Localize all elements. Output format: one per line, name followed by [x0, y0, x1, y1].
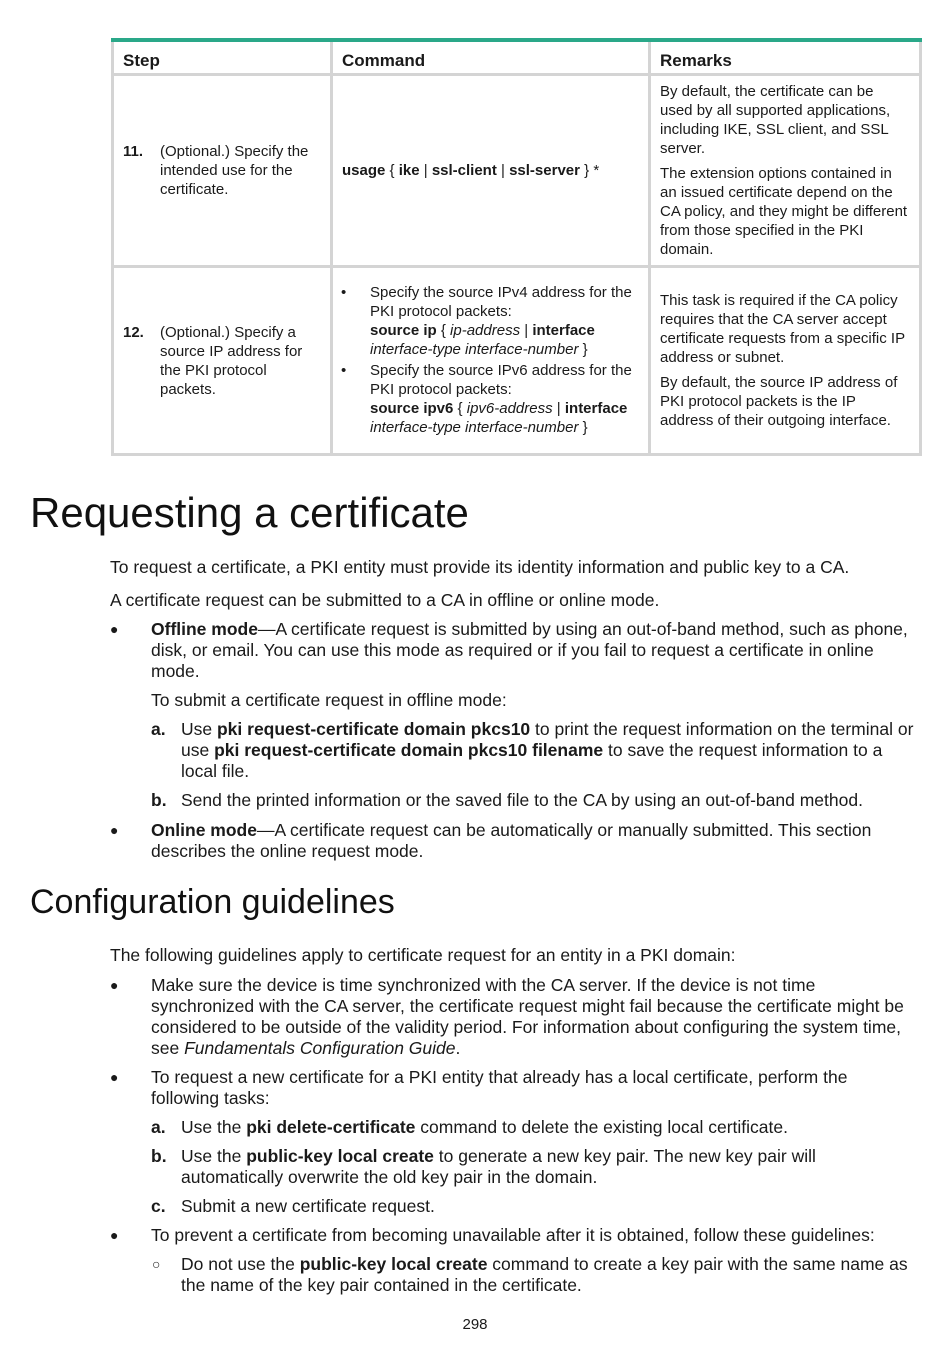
cmd-argument: ip-address	[450, 321, 521, 339]
term-description: —A certificate request is submitted by using an out-of-band method, such as phone, disk, or email. You can use this mode as required or if you fail to request a certificate in online mode.	[151, 619, 908, 681]
text: Do not use the	[181, 1254, 300, 1274]
paragraph-text: The following guidelines apply to certificate request for an entity in a PKI domain:	[110, 945, 736, 965]
section-heading: Requesting a certificate	[30, 489, 469, 536]
command-cell	[332, 75, 650, 267]
term-description: —A certificate request can be automatically or manually submitted. This section describes the online request mode.	[151, 820, 872, 861]
text: Send the printed information or the saved file to the CA by using an out-of-band method.	[181, 790, 863, 810]
text: .	[455, 1038, 461, 1058]
cmd-punct: }	[578, 340, 588, 358]
cmd-punct: {	[385, 162, 399, 179]
remarks-cell	[650, 267, 921, 455]
text: Make sure the device is time synchronized with the CA server. If the device is not time synchronized with the CA server, the certificate request might fail because the certificate might be considered to be outside of the validity period. For information about configuring the system time, see	[151, 975, 904, 1058]
bullet-icon: ●	[110, 822, 119, 838]
text: Use the	[181, 1117, 247, 1137]
list-item	[333, 361, 639, 437]
document-reference: Fundamentals Configuration Guide	[184, 1038, 456, 1058]
list-item	[151, 790, 921, 811]
step-description: (Optional.) Specify a source IP address for the PKI protocol packets.	[160, 323, 303, 398]
step-number: 12.	[123, 323, 144, 341]
list-item	[151, 719, 921, 782]
subsection-heading: Configuration guidelines	[30, 883, 395, 921]
cmd-punct: |	[496, 162, 510, 179]
step-number: 11.	[123, 143, 144, 160]
remark-text: By default, the certificate can be used by all supported applications, including IKE, SSL client, and SSL server.	[660, 83, 891, 157]
paragraph	[151, 690, 921, 711]
text: command to delete the existing local certificate.	[415, 1117, 788, 1137]
remarks-cell	[650, 75, 921, 267]
remark-text: This task is required if the CA policy requires that the CA server accept certificate requests from a specific IP address or subnet.	[660, 292, 905, 366]
cmd-keyword: source ipv6	[370, 399, 454, 417]
cmd-keyword: interface	[564, 399, 628, 417]
bullet-icon: ●	[110, 1227, 119, 1243]
cmd-keyword: source ip	[370, 321, 437, 339]
remark-text: By default, the source IP address of PKI protocol packets is the IP address of their outgoing interface.	[660, 374, 898, 429]
table-row	[113, 75, 921, 267]
circle-bullet-icon: ○	[152, 1256, 161, 1272]
header-command: Command	[332, 40, 650, 75]
cmd-keyword: ssl-server	[509, 162, 580, 179]
list-item	[333, 283, 639, 359]
text: to generate a new key pair. The new key pair will automatically overwrite the old key pair in the domain.	[181, 1146, 816, 1187]
list-item	[110, 1225, 920, 1246]
step-label: a.	[151, 719, 166, 739]
header-step: Step	[113, 40, 332, 75]
cmd-description: Specify the source IPv4 address for the PKI protocol packets:	[370, 283, 632, 320]
cmd-keyword: ssl-client	[431, 162, 497, 179]
list-item	[151, 1146, 921, 1188]
list-item	[110, 820, 920, 862]
page-number: 298	[462, 1316, 488, 1333]
text: Use	[181, 719, 217, 739]
list-item	[110, 1067, 920, 1109]
text: command to create a key pair with the same name as the name of the key pair contained in the certificate.	[181, 1254, 908, 1295]
paragraph-text: To submit a certificate request in offline mode:	[151, 690, 507, 710]
list-item	[151, 1196, 921, 1217]
text: Use the	[181, 1146, 247, 1166]
text: To prevent a certificate from becoming unavailable after it is obtained, follow these guidelines:	[151, 1225, 875, 1245]
text: Submit a new certificate request.	[181, 1196, 435, 1216]
cmd-punct: |	[552, 399, 565, 417]
cmd-keyword: usage	[342, 162, 386, 179]
cmd-argument: interface-type interface-number	[370, 418, 579, 436]
cmd-punct: } *	[579, 162, 600, 179]
term: Online mode	[151, 820, 257, 840]
cmd-keyword: ike	[398, 162, 420, 179]
cmd-punct: {	[453, 399, 467, 417]
cmd-keyword: public-key local create	[299, 1254, 488, 1274]
remark-text: The extension options contained in an issued certificate depend on the CA policy, and they might be different from those specified in the PKI domain.	[660, 165, 908, 258]
bullet-icon: ●	[110, 621, 119, 637]
step-cell	[113, 75, 332, 267]
text: to print the request information on the terminal or use	[181, 719, 914, 760]
cmd-punct: }	[578, 418, 588, 436]
table-header-row	[113, 40, 921, 75]
list-item	[110, 619, 920, 682]
paragraph-text: A certificate request can be submitted to a CA in offline or online mode.	[110, 590, 660, 610]
list-item	[151, 1254, 921, 1296]
cmd-argument: interface-type interface-number	[370, 340, 579, 358]
step-label: c.	[151, 1196, 166, 1216]
cmd-punct: |	[520, 321, 533, 339]
bullet-icon: ●	[110, 1069, 119, 1085]
term: Offline mode	[151, 619, 258, 639]
cmd-keyword: interface	[532, 321, 595, 339]
step-label: a.	[151, 1117, 166, 1137]
bullet-icon: ●	[110, 977, 119, 993]
table-row	[113, 267, 921, 455]
cmd-argument: ipv6-address	[466, 399, 553, 417]
paragraph	[110, 590, 920, 611]
cmd-keyword: pki delete-certificate	[246, 1117, 416, 1137]
text: to save the request information to a local file.	[181, 740, 883, 781]
list-item	[110, 975, 920, 1059]
command-cell	[332, 267, 650, 455]
step-label: b.	[151, 1146, 167, 1166]
step-description: (Optional.) Specify the intended use for the certificate.	[160, 143, 309, 198]
paragraph	[110, 557, 920, 578]
command-options-list	[333, 283, 639, 437]
header-remarks: Remarks	[650, 40, 921, 75]
cmd-punct: |	[419, 162, 432, 179]
step-label: b.	[151, 790, 167, 810]
text: To request a new certificate for a PKI entity that already has a local certificate, perform the following tasks:	[151, 1067, 848, 1108]
step-cell	[113, 267, 332, 455]
paragraph	[110, 945, 920, 966]
command-table	[111, 38, 922, 456]
cmd-keyword: public-key local create	[246, 1146, 434, 1166]
cmd-description: Specify the source IPv6 address for the PKI protocol packets:	[370, 361, 632, 398]
cmd-keyword: pki request-certificate domain pkcs10	[216, 719, 531, 739]
list-item	[151, 1117, 921, 1138]
cmd-punct: {	[436, 321, 451, 339]
paragraph-text: To request a certificate, a PKI entity must provide its identity information and public key to a CA.	[110, 557, 850, 577]
cmd-keyword: pki request-certificate domain pkcs10 filename	[214, 740, 604, 760]
